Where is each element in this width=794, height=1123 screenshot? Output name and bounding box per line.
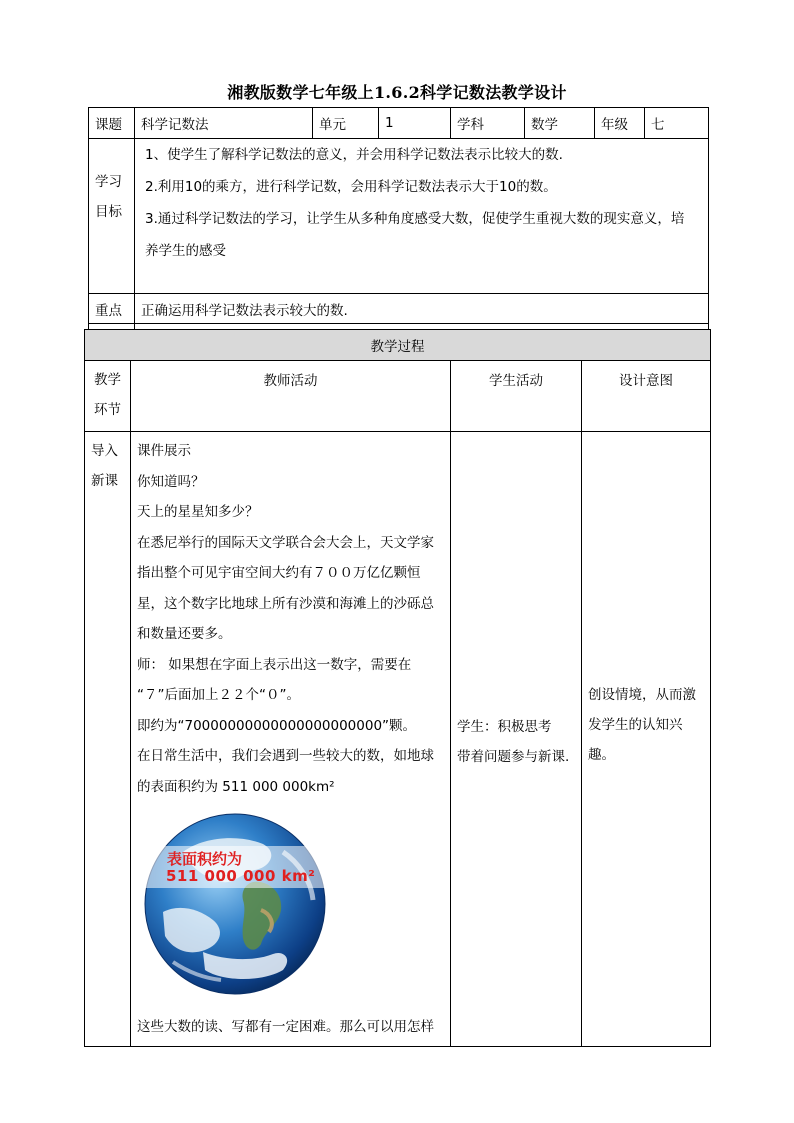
key-label: 重点	[89, 294, 135, 324]
goal-item: 养学生的感受	[145, 243, 226, 259]
topic-value: 科学记数法	[135, 108, 313, 139]
earth-caption-line-1: 表面积约为	[167, 850, 243, 868]
teacher-activity	[131, 432, 451, 1047]
teacher-line: 课件展示	[137, 443, 191, 459]
grade-label: 年级	[595, 108, 645, 139]
process-header: 教学过程	[85, 330, 711, 361]
topic-label: 课题	[89, 108, 135, 139]
teacher-line: 和数量还要多。	[137, 626, 232, 642]
unit-value: 1	[379, 108, 451, 139]
col-intent: 设计意图	[582, 361, 711, 432]
teacher-line: 师： 如果想在字面上表示出这一数字，需要在	[137, 656, 412, 673]
grade-value: 七	[645, 108, 709, 139]
teacher-line: 即约为“70000000000000000000000”颗。	[137, 717, 417, 734]
student-activity: 学生：积极思考 带着问题参与新课.	[451, 432, 582, 1047]
goal-item: 1、使学生了解科学记数法的意义，并会用科学记数法表示比较大的数.	[145, 147, 563, 163]
teacher-line: 指出整个可见宇宙空间大约有７００万亿亿颗恒	[137, 565, 421, 581]
goals-list	[135, 139, 709, 294]
goal-item: 2.利用10的乘方，进行科学记数，会用科学记数法表示大于10的数。	[145, 179, 557, 195]
subject-label: 学科	[451, 108, 525, 139]
col-stage: 教学 环节	[85, 361, 131, 432]
earth-globe-icon	[143, 812, 327, 996]
subject-value: 数学	[525, 108, 595, 139]
teacher-line: 在悉尼举行的国际天文学联合会大会上，天文学家	[137, 534, 434, 551]
info-table	[88, 107, 709, 354]
col-teacher: 教师活动	[131, 361, 451, 432]
goal-item: 3.通过科学记数法的学习，让学生从多种角度感受大数，促使学生重视大数的现实意义，培	[145, 211, 685, 227]
goals-label: 学习 目标	[89, 139, 135, 294]
col-student: 学生活动	[451, 361, 582, 432]
key-value: 正确运用科学记数法表示较大的数.	[135, 294, 709, 324]
earth-image	[143, 812, 327, 996]
teacher-line: 你知道吗？	[137, 473, 205, 490]
process-table	[84, 329, 711, 1047]
unit-label: 单元	[313, 108, 379, 139]
teacher-line: 天上的星星知多少？	[137, 504, 259, 520]
teacher-line: 在日常生活中，我们会遇到一些较大的数，如地球	[137, 748, 434, 764]
page-title: 湘教版数学七年级上1.6.2科学记数法教学设计	[227, 83, 567, 102]
stage-cell: 导入 新课	[85, 432, 131, 1047]
teacher-line: 的表面积约为 511 000 000km²	[137, 778, 335, 795]
teacher-line: 这些大数的读、写都有一定困难。那么可以用怎样	[137, 1019, 434, 1035]
earth-caption	[135, 846, 325, 888]
design-intent: 创设情境，从而激 发学生的认知兴趣。	[582, 432, 711, 1047]
teacher-line: “７”后面加上２２个“０”。	[137, 687, 300, 703]
earth-caption-line-2: 511 000 000 km²	[166, 867, 316, 885]
teacher-line: 星，这个数字比地球上所有沙漠和海滩上的沙砾总	[137, 595, 434, 612]
